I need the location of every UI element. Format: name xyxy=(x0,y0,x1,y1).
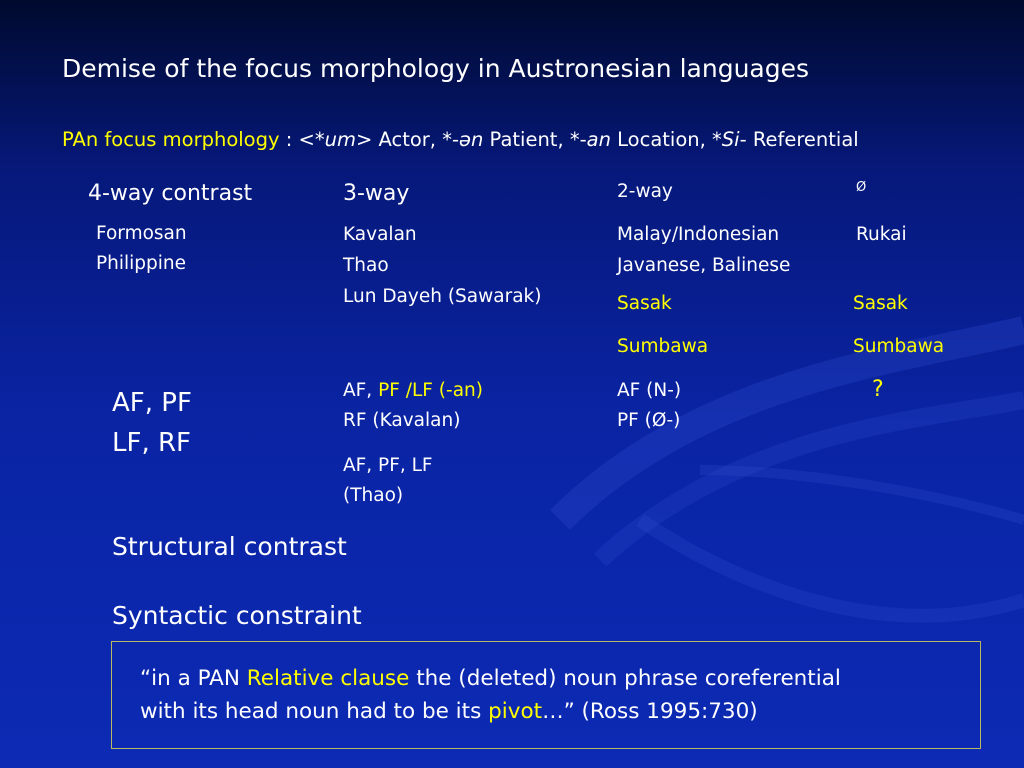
focus-af-n: AF (N-) xyxy=(617,380,682,401)
language-thao: Thao xyxy=(343,255,389,276)
language-lun-dayeh: Lun Dayeh (Sawarak) xyxy=(343,286,542,307)
language-malay-indonesian: Malay/Indonesian xyxy=(617,224,780,245)
subtitle-label: PAn focus morphology xyxy=(62,128,280,151)
col2-languages xyxy=(343,219,541,312)
quote-box xyxy=(111,641,981,749)
focus-pf-zero: PF (Ø-) xyxy=(617,410,681,431)
col4-focus-question: ? xyxy=(872,377,884,402)
col4-sasak: Sasak xyxy=(853,293,908,314)
col4-sumbawa: Sumbawa xyxy=(853,336,945,357)
col2-focus-thao xyxy=(343,451,433,511)
language-rukai: Rukai xyxy=(856,224,907,245)
relative-clause-highlight: Relative clause xyxy=(246,666,410,691)
header-3-way: 3-way xyxy=(343,181,410,206)
col2-focus-kavalan: AF, PF /LF (-an) RF (Kavalan) xyxy=(343,376,483,436)
header-zero: Ø xyxy=(856,180,867,195)
header-2-way: 2-way xyxy=(617,181,673,202)
col3-sasak: Sasak xyxy=(617,293,672,314)
syntactic-constraint: Syntactic constraint xyxy=(112,601,362,630)
focus-af-pf-lf: AF, PF, LF xyxy=(343,455,433,476)
col1-focus xyxy=(112,383,192,463)
subtitle: PAn focus morphology : <*um> Actor, *-ən Patient, *-an Location, *Si- Referential xyxy=(62,128,859,151)
slide-title: Demise of the focus morphology in Austronesian languages xyxy=(62,54,810,83)
focus-thao-label: (Thao) xyxy=(343,485,404,506)
language-kavalan: Kavalan xyxy=(343,224,417,245)
col3-languages xyxy=(617,219,790,281)
structural-contrast: Structural contrast xyxy=(112,532,347,561)
focus-af-pf: AF, PF xyxy=(112,388,192,418)
col1-languages xyxy=(96,219,187,279)
language-javanese-balinese: Javanese, Balinese xyxy=(617,255,791,276)
focus-lf-rf: LF, RF xyxy=(112,428,191,458)
focus-pf-lf-an: PF /LF (-an) xyxy=(378,380,483,401)
language-formosan: Formosan xyxy=(96,223,187,244)
header-4-way: 4-way contrast xyxy=(88,181,253,206)
quote-text: “in a PAN Relative clause the (deleted) noun phrase coreferential with its head noun had to be its pivot…” (Ross 1995:730) xyxy=(140,666,841,724)
language-philippine: Philippine xyxy=(96,253,187,274)
pivot-highlight: pivot xyxy=(488,699,543,724)
col3-focus xyxy=(617,376,681,436)
col3-sumbawa: Sumbawa xyxy=(617,336,709,357)
focus-rf-kavalan: RF (Kavalan) xyxy=(343,410,461,431)
